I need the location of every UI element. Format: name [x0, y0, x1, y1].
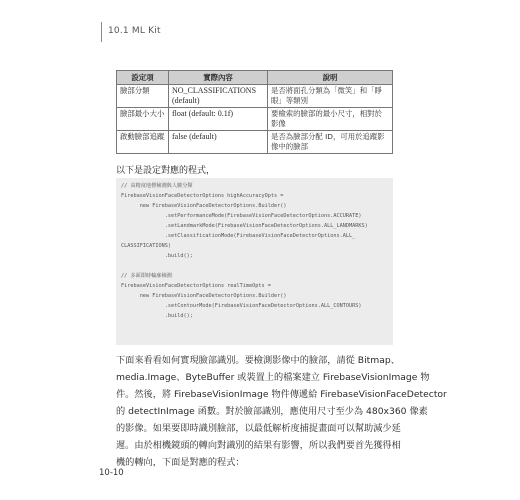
settings-table	[116, 70, 393, 154]
paragraph-line: 機的轉向，下面是對應的程式：	[116, 457, 245, 468]
header-rule	[101, 22, 102, 42]
table-cell: 臉部最小大小	[117, 108, 169, 131]
table-row	[117, 108, 393, 131]
paragraph-line: 的影像。如果要即時識別臉部，以最低解析度捕捉畫面可以幫助減少延	[116, 423, 401, 434]
code-line: // 多面即時輪廓檢測	[121, 273, 172, 279]
table-cell: 是否將面孔分類為「微笑」和「睜眼」等類別	[268, 85, 393, 108]
table-cell: 要檢索的臉部的最小尺寸，相對於影像	[268, 108, 393, 131]
code-line: .setClassificationMode(FirebaseVisionFaceDetectorOptions.ALL_	[121, 233, 356, 239]
code-line: CLASSIFICATIONS)	[121, 243, 171, 249]
paragraph-line: 下面來看看如何實現臉部識別。要檢測影像中的臉部，請從 Bitmap、	[116, 355, 400, 366]
code-line: .build();	[121, 253, 193, 259]
table-row	[117, 85, 393, 108]
code-line: new FirebaseVisionFaceDetectorOptions.Builder()	[121, 293, 287, 299]
code-line: FirebaseVisionFaceDetectorOptions highAccuracyOpts =	[121, 193, 284, 199]
column-header: 說明	[268, 71, 393, 85]
paragraph-line: 件。然後，將 FirebaseVisionImage 物件傳遞給 FirebaseVisionFaceDetector	[116, 389, 447, 400]
code-line: // 高精度地標檢測與人臉分類	[121, 183, 193, 189]
column-header: 實際內容	[169, 71, 268, 85]
table-cell: false (default)	[169, 131, 268, 154]
paragraph-line: 的 detectInImage 函數。對於臉部識別，應使用尺寸至少為 480x360 像素	[116, 406, 428, 417]
table-header-row	[117, 71, 393, 85]
code-line: .build();	[121, 313, 193, 319]
table-row	[117, 131, 393, 154]
code-line: .setContourMode(FirebaseVisionFaceDetectorOptions.ALL_CONTOURS)	[121, 303, 362, 309]
code-line: .setLandmarkMode(FirebaseVisionFaceDetectorOptions.ALL_LANDMARKS)	[121, 223, 368, 229]
paragraph-line: 遲。由於相機鏡頭的轉向對識別的結果有影響，所以我們要首先獲得相	[116, 440, 401, 451]
paragraph-line: media.Image、ByteBuffer 或裝置上的檔案建立 FirebaseVisionImage 物	[116, 372, 430, 383]
table-cell: 臉部分類	[117, 85, 169, 108]
intro-text: 以下是設定對應的程式，	[116, 166, 216, 176]
table-cell: NO_CLASSIFICATIONS (default)	[169, 85, 268, 108]
code-line: .setPerformanceMode(FirebaseVisionFaceDetectorOptions.ACCURATE)	[121, 213, 362, 219]
running-header: 10.1 ML Kit	[108, 26, 161, 36]
column-header: 設定項	[117, 71, 169, 85]
code-line: FirebaseVisionFaceDetectorOptions realTimeOpts =	[121, 283, 271, 289]
table-cell: 啟動臉部追蹤	[117, 131, 169, 154]
code-line: new FirebaseVisionFaceDetectorOptions.Builder()	[121, 203, 287, 209]
table-cell: float (default: 0.1f)	[169, 108, 268, 131]
body-paragraph	[116, 352, 447, 471]
page-number: 10-10	[99, 468, 124, 478]
table-cell: 是否為臉部分配 ID，可用於追蹤影像中的臉部	[268, 131, 393, 154]
code-block	[116, 178, 393, 345]
